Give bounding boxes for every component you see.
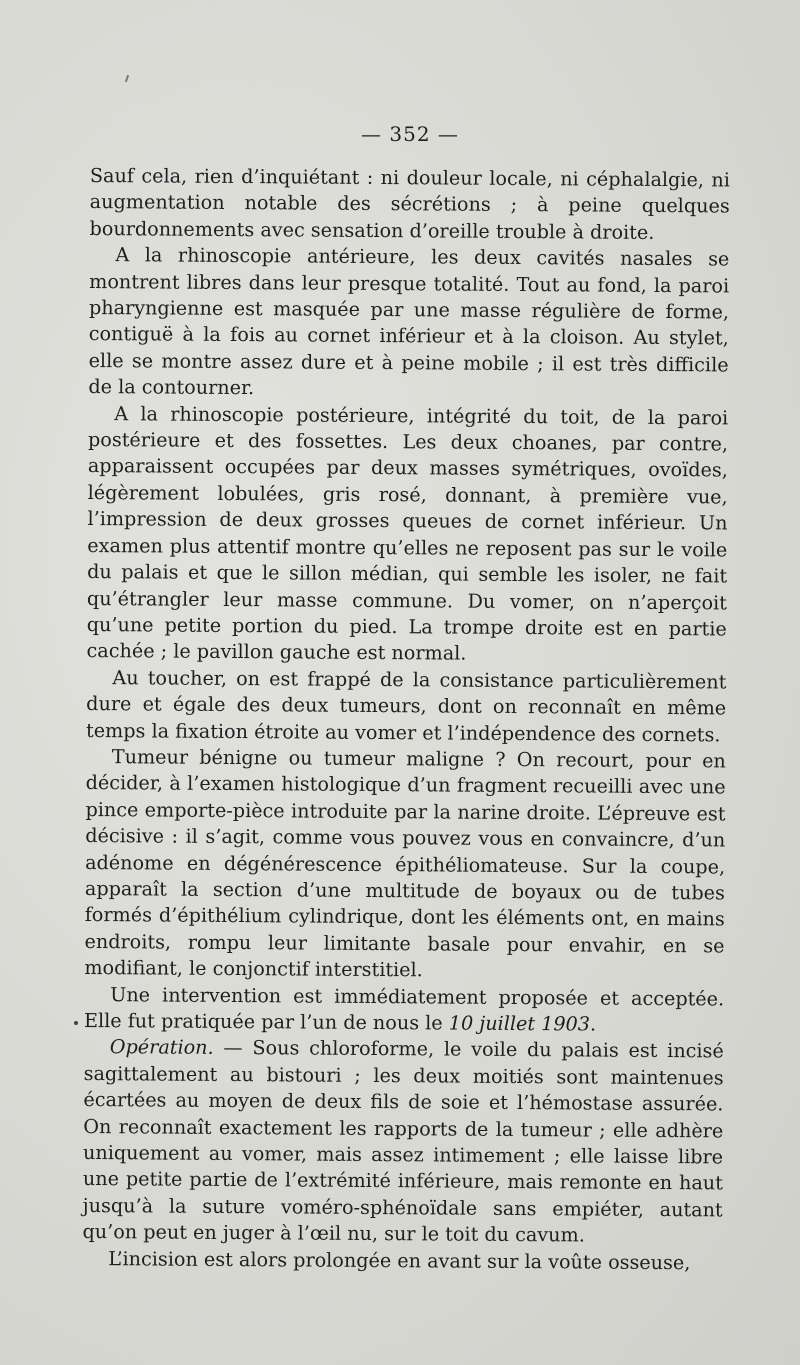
paragraph-7-text: — Sous chloroforme, le voile du palais est incisé sagittalement au bistouri ; les deux moitiés sont maintenues écartées au moyen de deux fils de soie et l’hémostase assurée. On reconnaît exactement les rapports de la tumeur ; elle adhère uniquement au vomer, mais assez intimement ; elle laisse libre une petite partie de l’extrémité inférieure, mais remonte en haut jusqu’à la suture voméro-sphénoïdale sans empiéter, autant qu’on peut en juger à l’œil nu, sur le toit du cavum. xyxy=(82,1036,724,1247)
paragraph-3: A la rhinoscopie postérieure, intégrité du toit, de la paroi postérieure et des fossettes. Les deux choanes, par contre, apparaissent occupées par deux masses symétriques, ovoïdes, légèrement lobulées, gris rosé, donnant, à première vue, l’impression de deux grosses queues de cornet inférieur. Un examen plus attentif montre qu’elles ne reposent pas sur le voile du palais et que le sillon médian, qui semble les isoler, ne fait qu’étrangler leur masse commune. Du vomer, on n’aperçoit qu’une petite portion du pied. La trompe droite est en partie cachée ; le pavillon gauche est normal. xyxy=(86,401,729,665)
paragraph-1: Sauf cela, rien d’inquiétant : ni douleur locale, ni céphalalgie, ni augmentation notable des sécrétions ; à peine quelques bourdonnements avec sensation d’oreille trouble à droite. xyxy=(89,163,730,244)
paragraph-2: A la rhinoscopie antérieure, les deux cavités nasales se montrent libres dans leur presque totalité. Tout au fond, la paroi pharyngienne est masquée par une masse régulière de forme, contiguë à la fois au cornet inférieur et à la cloison. Au stylet, elle se montre assez dure et à peine mobile ; il est très difficile de la contourner. xyxy=(88,243,730,400)
stray-mark xyxy=(125,75,129,82)
page-number: — 352 — xyxy=(361,122,459,146)
paragraph-5: Tumeur bénigne ou tumeur maligne ? On recourt, pour en décider, à l’examen histologique d’un fragment recueilli avec une pince emporte-pièce introduite par la narine droite. L’épreuve est décisive : il s’agit, comme vous pouvez vous en convaincre, d’un adénome en dégénérescence épithéliomateuse. Sur la coupe, apparaît la section d’une multitude de boyaux ou de tubes formés d’épithélium cylindrique, dont les éléments ont, en mains endroits, rompu leur limitante basale pour envahir, en se modifiant, le conjonctif interstitiel. xyxy=(84,745,726,982)
operation-label: Opération. xyxy=(109,1035,214,1060)
margin-dot xyxy=(74,1021,78,1025)
paragraph-6-text-before: Une intervention est immédiatement proposée et acceptée. Elle fut pratiquée par l’un de nous le xyxy=(83,982,725,1035)
operation-date: 10 juillet 1903 xyxy=(448,1011,591,1036)
paragraph-6 xyxy=(84,982,724,1039)
paragraph-8: L’incision est alors prolongée en avant sur la voûte osseuse, xyxy=(108,1246,691,1274)
paragraph-4: Au toucher, on est frappé de la consistance particulièrement dure et égale des deux tumeurs, dont on reconnaît en même temps la fixation étroite au vomer et l’indépendence des cornets. xyxy=(85,665,727,746)
paragraph-7 xyxy=(82,1034,723,1250)
body-text xyxy=(82,163,730,1277)
paragraph-6-text-after: . xyxy=(589,1012,597,1036)
